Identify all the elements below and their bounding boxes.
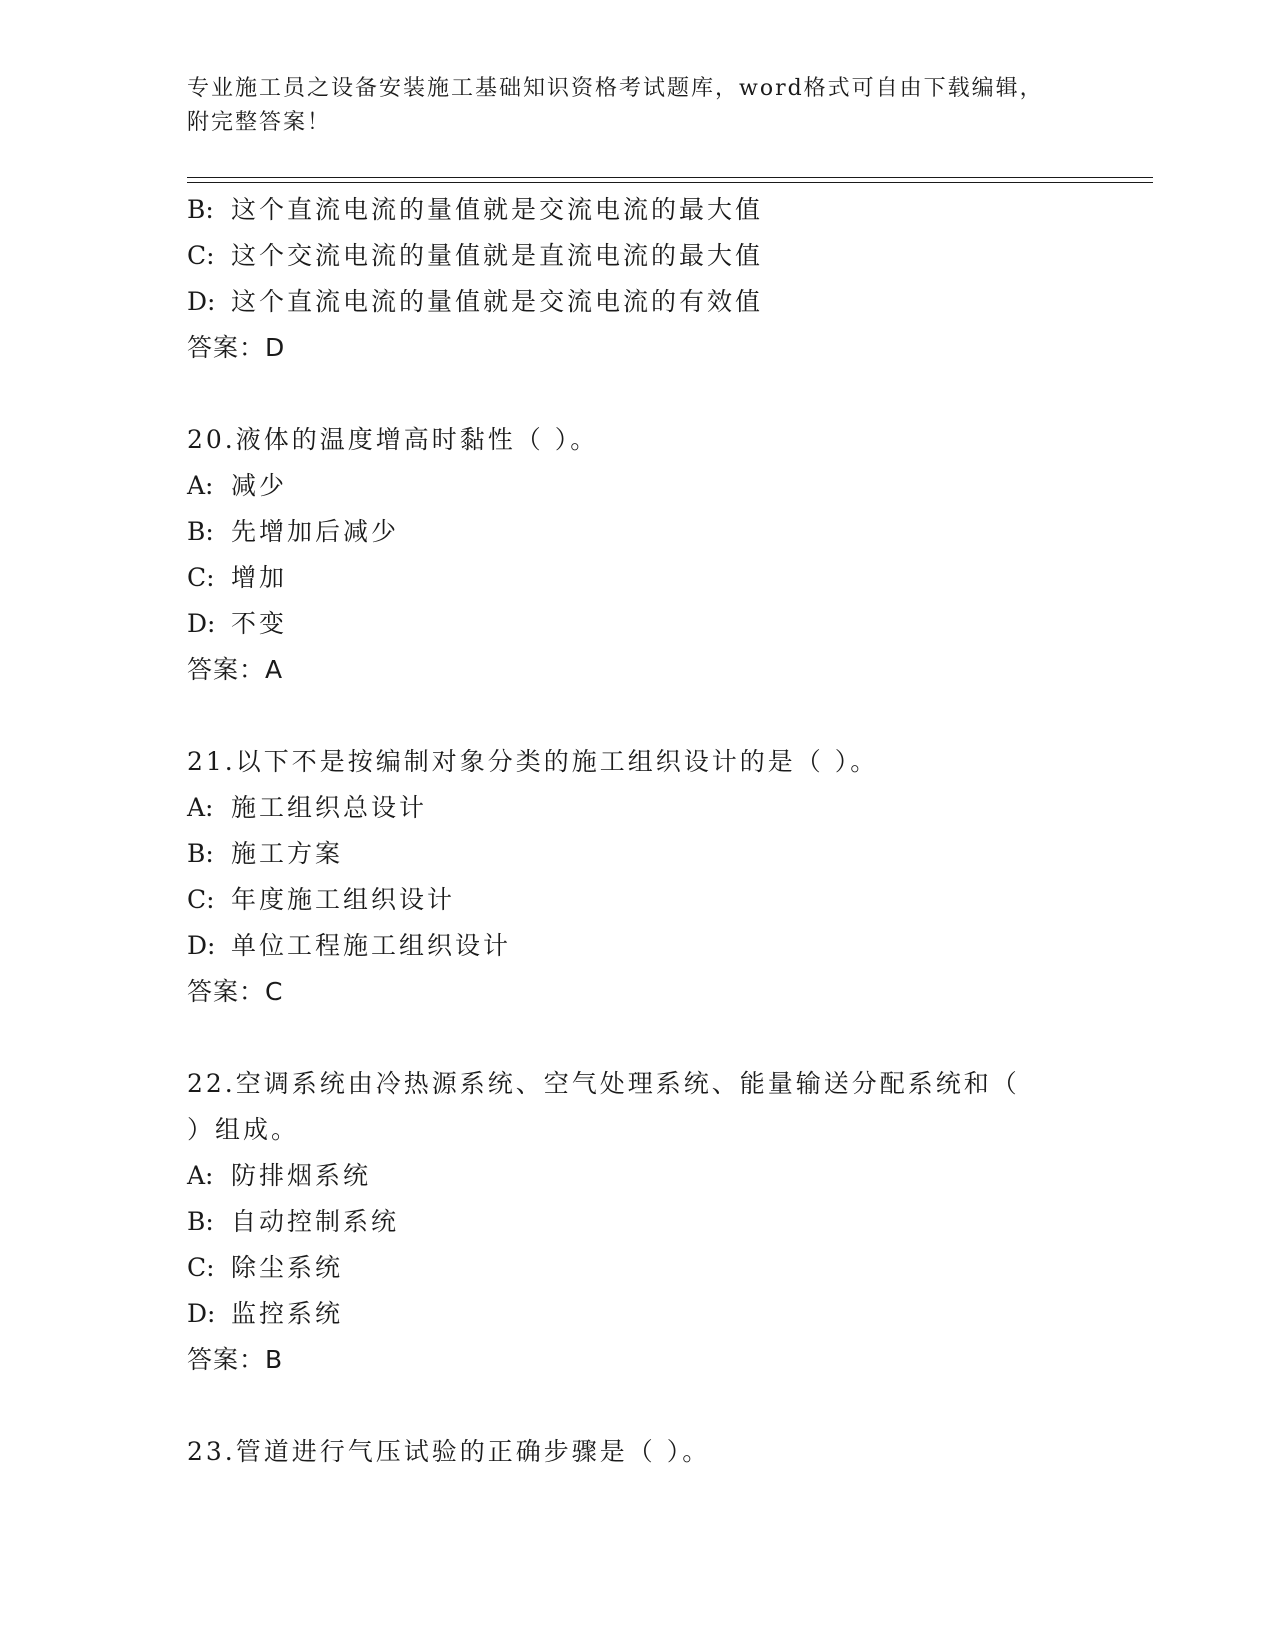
question-stem: 21.以下不是按编制对象分类的施工组织设计的是（ ）。 [187, 747, 879, 776]
option-d [187, 601, 1087, 647]
option-text: 监控系统 [231, 1299, 344, 1328]
question-22 [187, 1061, 1087, 1383]
answer: 答案：D [187, 333, 286, 362]
question-20 [187, 417, 1087, 693]
option-text: 这个直流电流的量值就是交流电流的有效值 [231, 287, 764, 316]
header-line-1: 专业施工员之设备安装施工基础知识资格考试题库，word格式可自由下载编辑， [187, 76, 1044, 101]
option-key: A: [187, 471, 214, 500]
option-a [187, 785, 1087, 831]
option-text: 先增加后减少 [231, 517, 400, 546]
option-text: 年度施工组织设计 [231, 885, 456, 914]
option-c [187, 1245, 1087, 1291]
spacer [187, 371, 1087, 417]
question-21 [187, 739, 1087, 1015]
document-header [187, 72, 1087, 140]
option-key: D: [187, 1299, 216, 1328]
option-text: 增加 [231, 563, 288, 592]
option-text: 防排烟系统 [231, 1161, 372, 1190]
option-c [187, 877, 1087, 923]
spacer [187, 693, 1087, 739]
option-text: 不变 [231, 609, 288, 638]
option-b [187, 509, 1087, 555]
question-stem: 20.液体的温度增高时黏性（ ）。 [187, 425, 599, 454]
option-b [187, 831, 1087, 877]
option-text: 施工组织总设计 [231, 793, 428, 822]
question-stem-line-1: 22.空调系统由冷热源系统、空气处理系统、能量输送分配系统和（ [187, 1069, 1020, 1098]
answer: 答案：A [187, 655, 284, 684]
option-key: D: [187, 287, 216, 316]
option-key: D: [187, 609, 216, 638]
option-text: 除尘系统 [231, 1253, 344, 1282]
option-key: B: [187, 517, 214, 546]
option-key: C: [187, 241, 215, 270]
option-text: 自动控制系统 [231, 1207, 400, 1236]
header-divider-top [187, 177, 1153, 178]
option-key: C: [187, 1253, 215, 1282]
header-divider-bottom [187, 182, 1153, 183]
option-key: B: [187, 839, 214, 868]
option-text: 单位工程施工组织设计 [231, 931, 512, 960]
answer: 答案：B [187, 1345, 284, 1374]
option-d [187, 279, 1087, 325]
question-list [187, 187, 1087, 1475]
option-text: 这个直流电流的量值就是交流电流的最大值 [231, 195, 764, 224]
option-key: A: [187, 793, 214, 822]
option-c [187, 233, 1087, 279]
option-key: A: [187, 1161, 214, 1190]
option-text: 这个交流电流的量值就是直流电流的最大值 [231, 241, 764, 270]
question-stem: 23.管道进行气压试验的正确步骤是（ ）。 [187, 1437, 711, 1466]
option-key: B: [187, 195, 214, 224]
answer: 答案：C [187, 977, 284, 1006]
question-19 [187, 187, 1087, 371]
option-key: C: [187, 885, 215, 914]
option-text: 减少 [231, 471, 288, 500]
option-key: B: [187, 1207, 214, 1236]
option-b [187, 187, 1087, 233]
option-d [187, 923, 1087, 969]
option-b [187, 1199, 1087, 1245]
option-a [187, 463, 1087, 509]
option-c [187, 555, 1087, 601]
question-stem-line-2: ）组成。 [187, 1115, 300, 1144]
spacer [187, 1383, 1087, 1429]
option-a [187, 1153, 1087, 1199]
option-key: D: [187, 931, 216, 960]
option-text: 施工方案 [231, 839, 344, 868]
header-line-2: 附完整答案！ [187, 110, 332, 135]
option-key: C: [187, 563, 215, 592]
spacer [187, 1015, 1087, 1061]
option-d [187, 1291, 1087, 1337]
question-23 [187, 1429, 1087, 1475]
